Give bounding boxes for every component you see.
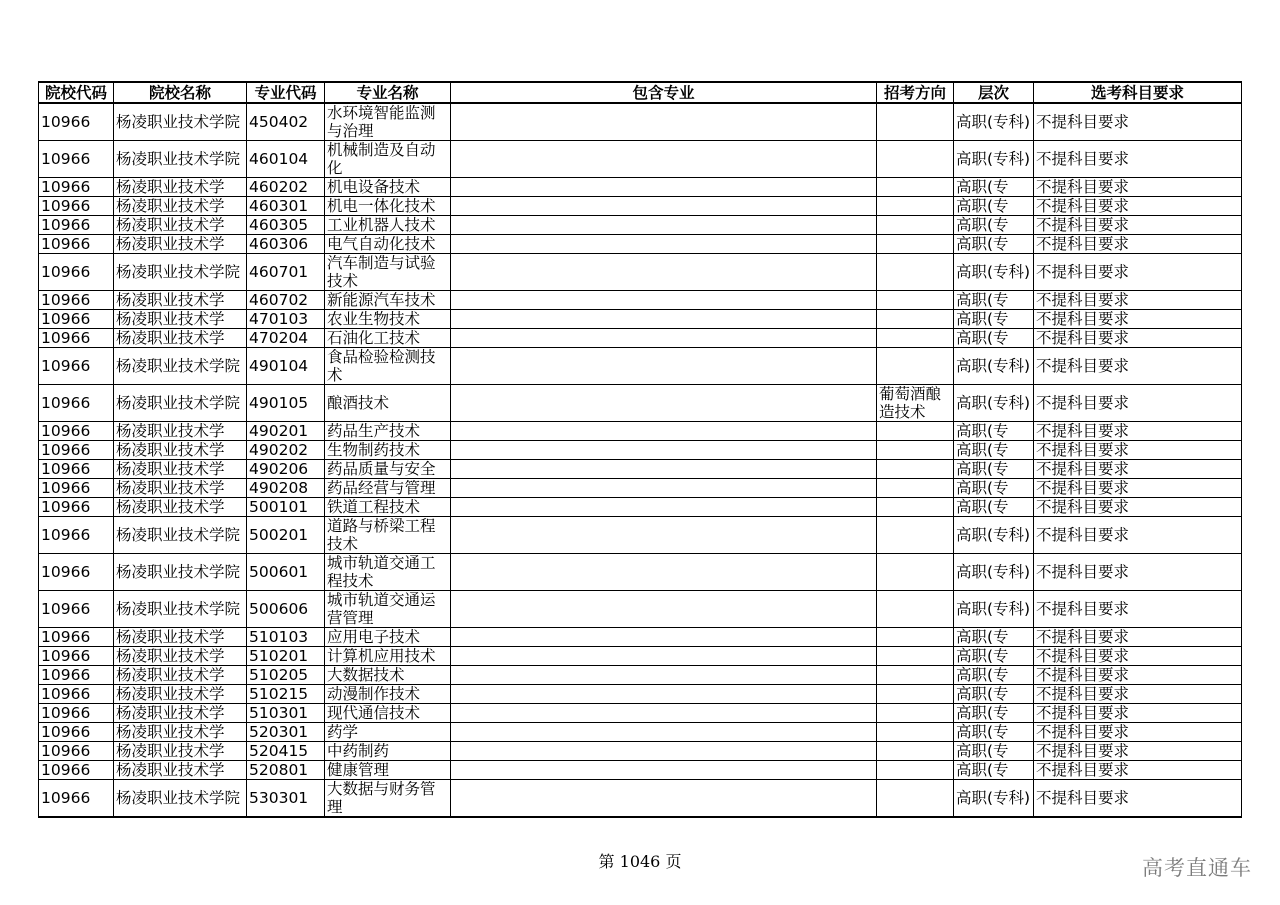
cell-major-name: 农业生物技术: [325, 310, 451, 329]
table-row: [39, 479, 1242, 498]
table-row: [39, 385, 1242, 422]
cell-subject-requirement: 不提科目要求: [1034, 460, 1242, 479]
cell-direction: [877, 329, 954, 348]
cell-major-code: 490105: [247, 385, 325, 422]
cell-major-name: 生物制药技术: [325, 441, 451, 460]
cell-school-code: 10966: [39, 216, 114, 235]
cell-school-name: 杨凌职业技术学院: [114, 141, 247, 178]
cell-school-code: 10966: [39, 348, 114, 385]
cell-level: 高职(专: [954, 235, 1034, 254]
cell-major-code: 460702: [247, 291, 325, 310]
header-school-name: 院校名称: [114, 82, 247, 103]
cell-level: 高职(专科): [954, 517, 1034, 554]
table-row: [39, 178, 1242, 197]
cell-included-majors: [451, 704, 877, 723]
cell-direction: [877, 647, 954, 666]
cell-major-code: 520801: [247, 761, 325, 780]
cell-school-code: 10966: [39, 310, 114, 329]
watermark-text: 高考直通车: [1142, 856, 1252, 880]
cell-direction: [877, 422, 954, 441]
cell-included-majors: [451, 723, 877, 742]
cell-school-name: 杨凌职业技术学: [114, 216, 247, 235]
cell-subject-requirement: 不提科目要求: [1034, 647, 1242, 666]
cell-school-name: 杨凌职业技术学: [114, 685, 247, 704]
cell-major-name: 机电设备技术: [325, 178, 451, 197]
cell-direction: 葡萄酒酿造技术: [877, 385, 954, 422]
cell-school-name: 杨凌职业技术学: [114, 235, 247, 254]
cell-subject-requirement: 不提科目要求: [1034, 591, 1242, 628]
cell-school-name: 杨凌职业技术学: [114, 441, 247, 460]
cell-major-name: 药学: [325, 723, 451, 742]
table-row: [39, 761, 1242, 780]
cell-level: 高职(专科): [954, 780, 1034, 818]
cell-school-name: 杨凌职业技术学: [114, 329, 247, 348]
table-row: [39, 460, 1242, 479]
table-row: [39, 554, 1242, 591]
cell-major-code: 490206: [247, 460, 325, 479]
cell-direction: [877, 235, 954, 254]
cell-major-code: 470103: [247, 310, 325, 329]
cell-level: 高职(专: [954, 310, 1034, 329]
cell-included-majors: [451, 348, 877, 385]
cell-major-name: 药品生产技术: [325, 422, 451, 441]
cell-included-majors: [451, 329, 877, 348]
cell-major-code: 520301: [247, 723, 325, 742]
header-included-majors: 包含专业: [451, 82, 877, 103]
cell-direction: [877, 291, 954, 310]
cell-level: 高职(专科): [954, 254, 1034, 291]
cell-major-code: 500201: [247, 517, 325, 554]
cell-school-code: 10966: [39, 422, 114, 441]
cell-major-name: 中药制药: [325, 742, 451, 761]
cell-level: 高职(专: [954, 329, 1034, 348]
cell-direction: [877, 178, 954, 197]
cell-major-code: 450402: [247, 103, 325, 141]
cell-major-code: 490208: [247, 479, 325, 498]
cell-school-name: 杨凌职业技术学: [114, 704, 247, 723]
cell-school-code: 10966: [39, 178, 114, 197]
page-number: 第 1046 页: [598, 852, 682, 871]
table-body: [39, 103, 1242, 817]
cell-included-majors: [451, 235, 877, 254]
cell-school-name: 杨凌职业技术学: [114, 178, 247, 197]
cell-school-name: 杨凌职业技术学: [114, 666, 247, 685]
cell-level: 高职(专科): [954, 591, 1034, 628]
table-row: [39, 666, 1242, 685]
cell-school-code: 10966: [39, 647, 114, 666]
cell-included-majors: [451, 141, 877, 178]
cell-included-majors: [451, 554, 877, 591]
cell-school-code: 10966: [39, 685, 114, 704]
cell-major-code: 520415: [247, 742, 325, 761]
cell-major-code: 510205: [247, 666, 325, 685]
table-row: [39, 498, 1242, 517]
cell-subject-requirement: 不提科目要求: [1034, 310, 1242, 329]
table-row: [39, 348, 1242, 385]
cell-level: 高职(专: [954, 628, 1034, 647]
cell-major-name: 药品经营与管理: [325, 479, 451, 498]
cell-school-name: 杨凌职业技术学: [114, 498, 247, 517]
cell-level: 高职(专科): [954, 141, 1034, 178]
cell-included-majors: [451, 178, 877, 197]
cell-school-code: 10966: [39, 761, 114, 780]
cell-school-name: 杨凌职业技术学: [114, 197, 247, 216]
cell-included-majors: [451, 441, 877, 460]
table-row: [39, 329, 1242, 348]
cell-major-code: 470204: [247, 329, 325, 348]
cell-major-code: 460301: [247, 197, 325, 216]
cell-subject-requirement: 不提科目要求: [1034, 197, 1242, 216]
cell-subject-requirement: 不提科目要求: [1034, 141, 1242, 178]
cell-school-name: 杨凌职业技术学院: [114, 517, 247, 554]
cell-school-code: 10966: [39, 329, 114, 348]
table-row: [39, 704, 1242, 723]
cell-subject-requirement: 不提科目要求: [1034, 103, 1242, 141]
enrollment-table: [38, 81, 1242, 818]
table-row: [39, 780, 1242, 818]
cell-included-majors: [451, 780, 877, 818]
cell-major-code: 500101: [247, 498, 325, 517]
header-level: 层次: [954, 82, 1034, 103]
cell-school-code: 10966: [39, 141, 114, 178]
cell-school-name: 杨凌职业技术学院: [114, 103, 247, 141]
cell-included-majors: [451, 742, 877, 761]
cell-included-majors: [451, 460, 877, 479]
cell-school-code: 10966: [39, 723, 114, 742]
cell-included-majors: [451, 591, 877, 628]
cell-level: 高职(专科): [954, 385, 1034, 422]
cell-included-majors: [451, 254, 877, 291]
cell-subject-requirement: 不提科目要求: [1034, 291, 1242, 310]
cell-major-code: 490104: [247, 348, 325, 385]
table-row: [39, 197, 1242, 216]
cell-major-name: 工业机器人技术: [325, 216, 451, 235]
cell-subject-requirement: 不提科目要求: [1034, 742, 1242, 761]
cell-school-name: 杨凌职业技术学: [114, 761, 247, 780]
cell-major-name: 计算机应用技术: [325, 647, 451, 666]
cell-school-name: 杨凌职业技术学: [114, 479, 247, 498]
cell-included-majors: [451, 385, 877, 422]
cell-school-code: 10966: [39, 591, 114, 628]
cell-subject-requirement: 不提科目要求: [1034, 628, 1242, 647]
cell-school-name: 杨凌职业技术学: [114, 742, 247, 761]
table-row: [39, 685, 1242, 704]
cell-major-name: 现代通信技术: [325, 704, 451, 723]
cell-major-code: 490202: [247, 441, 325, 460]
cell-school-code: 10966: [39, 254, 114, 291]
cell-school-name: 杨凌职业技术学: [114, 647, 247, 666]
cell-school-code: 10966: [39, 517, 114, 554]
cell-subject-requirement: 不提科目要求: [1034, 422, 1242, 441]
cell-school-name: 杨凌职业技术学: [114, 422, 247, 441]
cell-subject-requirement: 不提科目要求: [1034, 178, 1242, 197]
header-major-code: 专业代码: [247, 82, 325, 103]
cell-level: 高职(专: [954, 647, 1034, 666]
table-row: [39, 647, 1242, 666]
cell-level: 高职(专科): [954, 554, 1034, 591]
cell-direction: [877, 479, 954, 498]
cell-level: 高职(专: [954, 291, 1034, 310]
enrollment-table-container: [38, 81, 1242, 818]
cell-level: 高职(专: [954, 742, 1034, 761]
cell-direction: [877, 704, 954, 723]
cell-school-code: 10966: [39, 103, 114, 141]
cell-included-majors: [451, 761, 877, 780]
cell-subject-requirement: 不提科目要求: [1034, 498, 1242, 517]
cell-direction: [877, 666, 954, 685]
cell-subject-requirement: 不提科目要求: [1034, 254, 1242, 291]
cell-major-code: 530301: [247, 780, 325, 818]
cell-included-majors: [451, 291, 877, 310]
cell-included-majors: [451, 517, 877, 554]
cell-major-name: 药品质量与安全: [325, 460, 451, 479]
cell-subject-requirement: 不提科目要求: [1034, 723, 1242, 742]
cell-school-code: 10966: [39, 554, 114, 591]
cell-school-name: 杨凌职业技术学院: [114, 554, 247, 591]
cell-school-name: 杨凌职业技术学: [114, 291, 247, 310]
cell-level: 高职(专: [954, 723, 1034, 742]
header-major-name: 专业名称: [325, 82, 451, 103]
cell-major-code: 510215: [247, 685, 325, 704]
cell-school-code: 10966: [39, 666, 114, 685]
cell-included-majors: [451, 216, 877, 235]
cell-subject-requirement: 不提科目要求: [1034, 479, 1242, 498]
table-row: [39, 235, 1242, 254]
cell-direction: [877, 141, 954, 178]
cell-subject-requirement: 不提科目要求: [1034, 517, 1242, 554]
cell-major-code: 460305: [247, 216, 325, 235]
cell-direction: [877, 742, 954, 761]
cell-major-name: 酿酒技术: [325, 385, 451, 422]
cell-level: 高职(专: [954, 685, 1034, 704]
cell-direction: [877, 498, 954, 517]
cell-school-name: 杨凌职业技术学: [114, 628, 247, 647]
cell-major-code: 490201: [247, 422, 325, 441]
cell-major-name: 汽车制造与试验技术: [325, 254, 451, 291]
cell-major-name: 大数据技术: [325, 666, 451, 685]
cell-school-name: 杨凌职业技术学院: [114, 385, 247, 422]
table-row: [39, 141, 1242, 178]
cell-subject-requirement: 不提科目要求: [1034, 780, 1242, 818]
cell-major-name: 健康管理: [325, 761, 451, 780]
cell-level: 高职(专: [954, 479, 1034, 498]
cell-direction: [877, 216, 954, 235]
cell-level: 高职(专: [954, 666, 1034, 685]
cell-direction: [877, 103, 954, 141]
cell-subject-requirement: 不提科目要求: [1034, 216, 1242, 235]
cell-level: 高职(专: [954, 498, 1034, 517]
cell-major-name: 动漫制作技术: [325, 685, 451, 704]
cell-school-code: 10966: [39, 291, 114, 310]
cell-direction: [877, 685, 954, 704]
table-row: [39, 254, 1242, 291]
cell-direction: [877, 254, 954, 291]
cell-included-majors: [451, 197, 877, 216]
cell-subject-requirement: 不提科目要求: [1034, 554, 1242, 591]
cell-school-code: 10966: [39, 704, 114, 723]
cell-direction: [877, 591, 954, 628]
cell-included-majors: [451, 310, 877, 329]
cell-direction: [877, 723, 954, 742]
cell-school-code: 10966: [39, 441, 114, 460]
cell-major-name: 大数据与财务管理: [325, 780, 451, 818]
cell-included-majors: [451, 685, 877, 704]
cell-major-code: 500606: [247, 591, 325, 628]
cell-major-name: 机械制造及自动化: [325, 141, 451, 178]
cell-subject-requirement: 不提科目要求: [1034, 348, 1242, 385]
cell-school-code: 10966: [39, 742, 114, 761]
table-row: [39, 422, 1242, 441]
cell-major-name: 新能源汽车技术: [325, 291, 451, 310]
table-row: [39, 742, 1242, 761]
header-direction: 招考方向: [877, 82, 954, 103]
table-row: [39, 310, 1242, 329]
cell-direction: [877, 197, 954, 216]
cell-subject-requirement: 不提科目要求: [1034, 441, 1242, 460]
header-school-code: 院校代码: [39, 82, 114, 103]
cell-major-code: 460104: [247, 141, 325, 178]
table-row: [39, 216, 1242, 235]
cell-major-code: 460306: [247, 235, 325, 254]
cell-direction: [877, 780, 954, 818]
cell-direction: [877, 628, 954, 647]
header-subject-requirement: 选考科目要求: [1034, 82, 1242, 103]
cell-subject-requirement: 不提科目要求: [1034, 666, 1242, 685]
cell-level: 高职(专: [954, 422, 1034, 441]
cell-school-name: 杨凌职业技术学院: [114, 348, 247, 385]
cell-school-name: 杨凌职业技术学院: [114, 591, 247, 628]
cell-level: 高职(专: [954, 197, 1034, 216]
cell-major-code: 510201: [247, 647, 325, 666]
table-row: [39, 591, 1242, 628]
cell-school-code: 10966: [39, 628, 114, 647]
cell-major-name: 城市轨道交通工程技术: [325, 554, 451, 591]
cell-school-name: 杨凌职业技术学: [114, 723, 247, 742]
cell-direction: [877, 310, 954, 329]
cell-major-code: 460202: [247, 178, 325, 197]
cell-direction: [877, 517, 954, 554]
cell-major-name: 城市轨道交通运营管理: [325, 591, 451, 628]
cell-subject-requirement: 不提科目要求: [1034, 385, 1242, 422]
cell-major-name: 机电一体化技术: [325, 197, 451, 216]
cell-major-name: 水环境智能监测与治理: [325, 103, 451, 141]
cell-school-code: 10966: [39, 460, 114, 479]
cell-included-majors: [451, 103, 877, 141]
cell-major-name: 食品检验检测技术: [325, 348, 451, 385]
cell-level: 高职(专科): [954, 348, 1034, 385]
cell-major-code: 510301: [247, 704, 325, 723]
cell-direction: [877, 761, 954, 780]
cell-included-majors: [451, 666, 877, 685]
table-row: [39, 517, 1242, 554]
cell-level: 高职(专: [954, 441, 1034, 460]
cell-included-majors: [451, 498, 877, 517]
table-header-row: [39, 82, 1242, 103]
cell-school-code: 10966: [39, 385, 114, 422]
cell-school-name: 杨凌职业技术学院: [114, 254, 247, 291]
cell-school-code: 10966: [39, 235, 114, 254]
cell-subject-requirement: 不提科目要求: [1034, 685, 1242, 704]
cell-subject-requirement: 不提科目要求: [1034, 704, 1242, 723]
cell-included-majors: [451, 628, 877, 647]
cell-school-code: 10966: [39, 479, 114, 498]
cell-school-code: 10966: [39, 780, 114, 818]
cell-direction: [877, 348, 954, 385]
table-row: [39, 628, 1242, 647]
cell-school-name: 杨凌职业技术学: [114, 310, 247, 329]
cell-level: 高职(专: [954, 216, 1034, 235]
cell-included-majors: [451, 647, 877, 666]
cell-major-code: 460701: [247, 254, 325, 291]
cell-subject-requirement: 不提科目要求: [1034, 329, 1242, 348]
cell-direction: [877, 441, 954, 460]
cell-school-code: 10966: [39, 498, 114, 517]
cell-subject-requirement: 不提科目要求: [1034, 235, 1242, 254]
cell-major-name: 铁道工程技术: [325, 498, 451, 517]
cell-level: 高职(专科): [954, 103, 1034, 141]
table-row: [39, 291, 1242, 310]
table-row: [39, 441, 1242, 460]
cell-major-code: 510103: [247, 628, 325, 647]
cell-level: 高职(专: [954, 761, 1034, 780]
cell-school-name: 杨凌职业技术学: [114, 460, 247, 479]
cell-major-code: 500601: [247, 554, 325, 591]
cell-major-name: 石油化工技术: [325, 329, 451, 348]
cell-major-name: 道路与桥梁工程技术: [325, 517, 451, 554]
cell-school-code: 10966: [39, 197, 114, 216]
cell-level: 高职(专: [954, 704, 1034, 723]
cell-level: 高职(专: [954, 178, 1034, 197]
cell-direction: [877, 460, 954, 479]
cell-included-majors: [451, 422, 877, 441]
cell-major-name: 电气自动化技术: [325, 235, 451, 254]
cell-level: 高职(专: [954, 460, 1034, 479]
cell-major-name: 应用电子技术: [325, 628, 451, 647]
cell-included-majors: [451, 479, 877, 498]
table-row: [39, 723, 1242, 742]
cell-subject-requirement: 不提科目要求: [1034, 761, 1242, 780]
cell-direction: [877, 554, 954, 591]
cell-school-name: 杨凌职业技术学院: [114, 780, 247, 818]
table-row: [39, 103, 1242, 141]
